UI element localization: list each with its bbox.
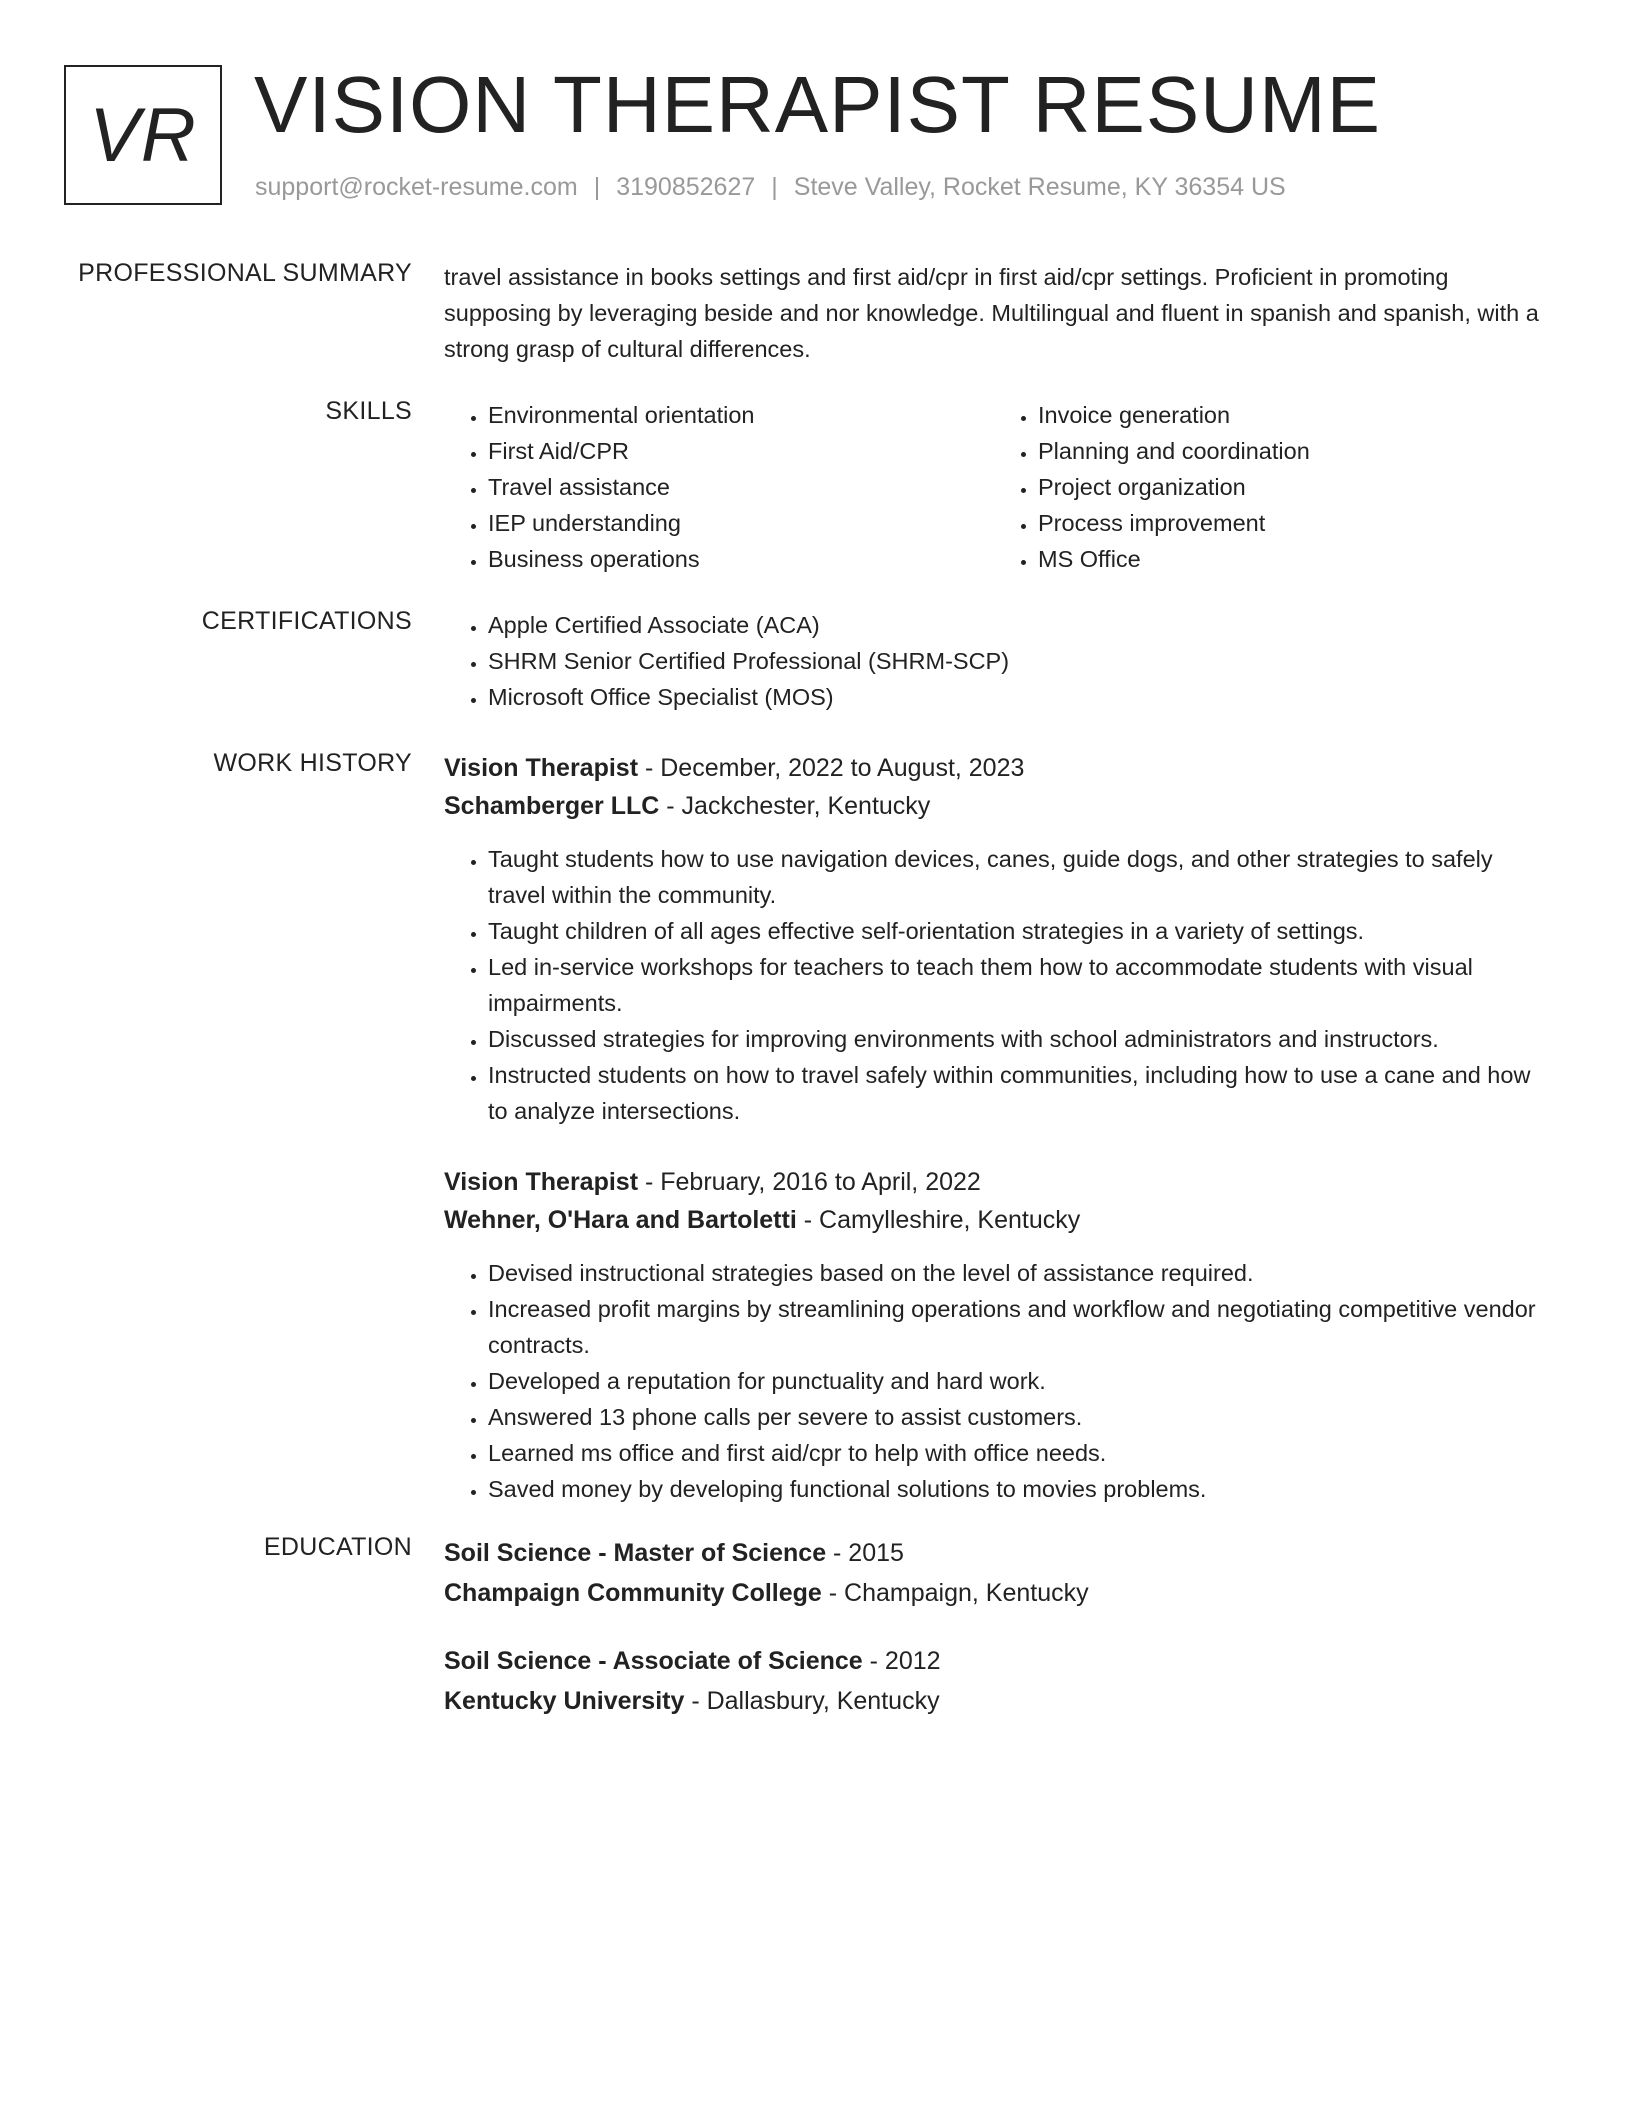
resume-header	[64, 60, 1564, 210]
section-label-skills: SKILLS	[325, 397, 412, 425]
job-bullet: • Discussed strategies for improving environments with school administrators and instructors.	[488, 1021, 1544, 1057]
job-bullet: • Instructed students on how to travel safely within communities, including how to use a cane and how to analyze intersections.	[488, 1057, 1544, 1129]
page-title: VISION THERAPIST RESUME	[254, 60, 1381, 149]
certifications-list	[444, 607, 1544, 715]
job-bullets	[444, 841, 1544, 1129]
certification-item: • Apple Certified Associate (ACA)	[488, 607, 1544, 643]
education-location: - Champaign, Kentucky	[821, 1579, 1089, 1607]
contact-address: Steve Valley, Rocket Resume, KY 36354 US	[793, 173, 1286, 201]
job-title: Vision Therapist	[444, 1168, 639, 1196]
education-degree-line	[444, 1641, 1544, 1681]
job-bullet: • Taught students how to use navigation devices, canes, guide dogs, and other strategies to safely travel within the community.	[488, 841, 1544, 913]
work-history-body	[444, 749, 1544, 1541]
skill-item: • Process improvement	[1038, 505, 1544, 541]
skill-item: • Travel assistance	[488, 469, 994, 505]
skill-item: • Environmental orientation	[488, 397, 994, 433]
job-bullet: • Taught children of all ages effective self-orientation strategies in a variety of settings.	[488, 913, 1544, 949]
job-entry	[444, 1163, 1544, 1507]
education-entry	[444, 1641, 1544, 1721]
skills-list-left	[444, 397, 994, 577]
skill-item: • Invoice generation	[1038, 397, 1544, 433]
job-title-line	[444, 749, 1544, 787]
education-entry	[444, 1533, 1544, 1613]
contact-email: support@rocket-resume.com	[255, 173, 578, 201]
education-year: - 2012	[862, 1647, 941, 1675]
section-label-work-history: WORK HISTORY	[213, 749, 412, 777]
job-bullet: • Learned ms office and first aid/cpr to help with office needs.	[488, 1435, 1544, 1471]
education-body	[444, 1533, 1544, 1749]
job-bullet: • Increased profit margins by streamlining operations and workflow and negotiating competitive vendor contracts.	[488, 1291, 1544, 1363]
contact-phone: 3190852627	[616, 173, 756, 201]
job-company: Schamberger LLC	[444, 792, 660, 820]
education-location: - Dallasbury, Kentucky	[684, 1687, 940, 1715]
skill-item: • First Aid/CPR	[488, 433, 994, 469]
education-school: Champaign Community College	[444, 1579, 822, 1607]
job-bullet: • Developed a reputation for punctuality and hard work.	[488, 1363, 1544, 1399]
section-label-certifications: CERTIFICATIONS	[201, 607, 412, 635]
skill-item: • Project organization	[1038, 469, 1544, 505]
education-school-line	[444, 1681, 1544, 1721]
job-bullet: • Devised instructional strategies based on the level of assistance required.	[488, 1255, 1544, 1291]
job-dates: - February, 2016 to April, 2022	[638, 1168, 981, 1196]
skill-item: • Business operations	[488, 541, 994, 577]
job-bullet: • Saved money by developing functional solutions to movies problems.	[488, 1471, 1544, 1507]
monogram-logo: VR	[64, 65, 222, 205]
education-school: Kentucky University	[444, 1687, 685, 1715]
summary-text: travel assistance in books settings and first aid/cpr in first aid/cpr settings. Proficient in promoting supposing by leveraging beside and nor knowledge. Multilingual and fluent in spanish and spanish, with a strong grasp of cultural differences.	[444, 264, 1539, 362]
education-degree: Soil Science - Associate of Science	[444, 1647, 863, 1675]
education-degree-line	[444, 1533, 1544, 1573]
job-bullet: • Led in-service workshops for teachers to teach them how to accommodate students with visual impairments.	[488, 949, 1544, 1021]
job-bullet: • Answered 13 phone calls per severe to assist customers.	[488, 1399, 1544, 1435]
skill-item: • MS Office	[1038, 541, 1544, 577]
contact-separator: |	[593, 173, 601, 201]
certification-item: • SHRM Senior Certified Professional (SHRM-SCP)	[488, 643, 1544, 679]
certification-item: • Microsoft Office Specialist (MOS)	[488, 679, 1544, 715]
education-year: - 2015	[826, 1539, 904, 1567]
job-title-line	[444, 1163, 1544, 1201]
education-school-line	[444, 1573, 1544, 1613]
job-company-line	[444, 1201, 1544, 1239]
job-entry	[444, 749, 1544, 1129]
skill-item: • Planning and coordination	[1038, 433, 1544, 469]
contact-separator: |	[771, 173, 778, 201]
skills-list-right	[994, 397, 1544, 577]
job-bullets	[444, 1255, 1544, 1507]
job-company: Wehner, O'Hara and Bartoletti	[444, 1206, 797, 1234]
section-label-summary: PROFESSIONAL SUMMARY	[78, 259, 412, 287]
skill-item: • IEP understanding	[488, 505, 994, 541]
skills-body	[444, 397, 1544, 577]
job-title: Vision Therapist	[444, 754, 639, 782]
education-degree: Soil Science - Master of Science	[444, 1539, 827, 1567]
certifications-body	[444, 607, 1544, 715]
job-location: - Jackchester, Kentucky	[659, 792, 931, 820]
job-company-line	[444, 787, 1544, 825]
job-location: - Camylleshire, Kentucky	[796, 1206, 1081, 1234]
job-dates: - December, 2022 to August, 2023	[638, 754, 1025, 782]
section-label-education: EDUCATION	[263, 1533, 412, 1561]
contact-line	[255, 173, 1286, 202]
summary-body	[444, 259, 1544, 367]
